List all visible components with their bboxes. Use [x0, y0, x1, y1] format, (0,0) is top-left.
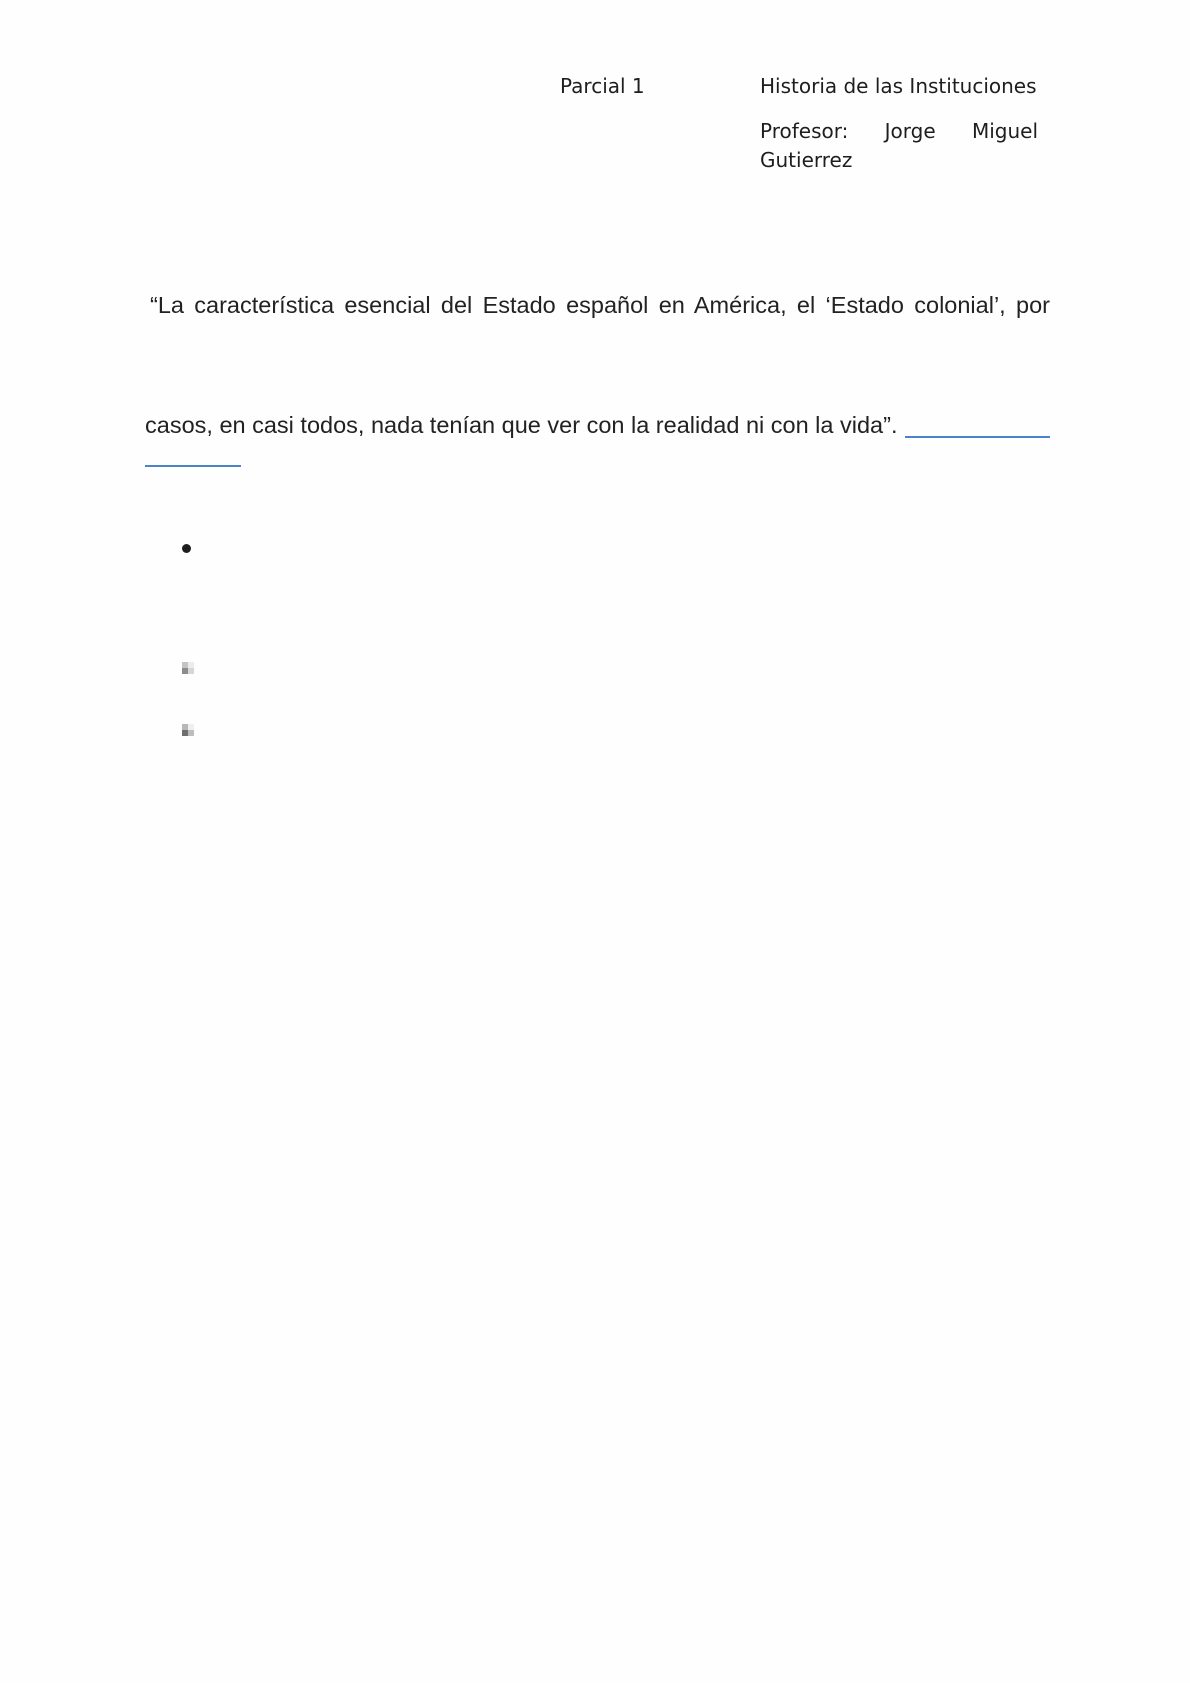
- professor-middle-name: Miguel: [971, 119, 1038, 143]
- pixel-mark-icon: [182, 724, 194, 736]
- professor-line: [760, 117, 1038, 146]
- professor-first-name: Jorge: [884, 119, 936, 143]
- exam-label: Parcial 1: [560, 74, 645, 98]
- course-title: Historia de las Instituciones: [760, 74, 1037, 98]
- quote-line-1: “La característica esencial del Estado español en América, el ‘Estado colonial’, por: [150, 292, 1050, 318]
- pixel-mark-icon: [182, 662, 194, 674]
- quote-line-2: casos, en casi todos, nada tenían que ver con la realidad ni con la vida”.: [145, 412, 898, 438]
- professor-prefix: Profesor:: [760, 119, 849, 143]
- professor-last-name: Gutierrez: [760, 148, 853, 172]
- answer-blank-line-continued: [145, 465, 241, 467]
- answer-blank-line: [905, 436, 1050, 438]
- bullet-icon: [182, 544, 191, 553]
